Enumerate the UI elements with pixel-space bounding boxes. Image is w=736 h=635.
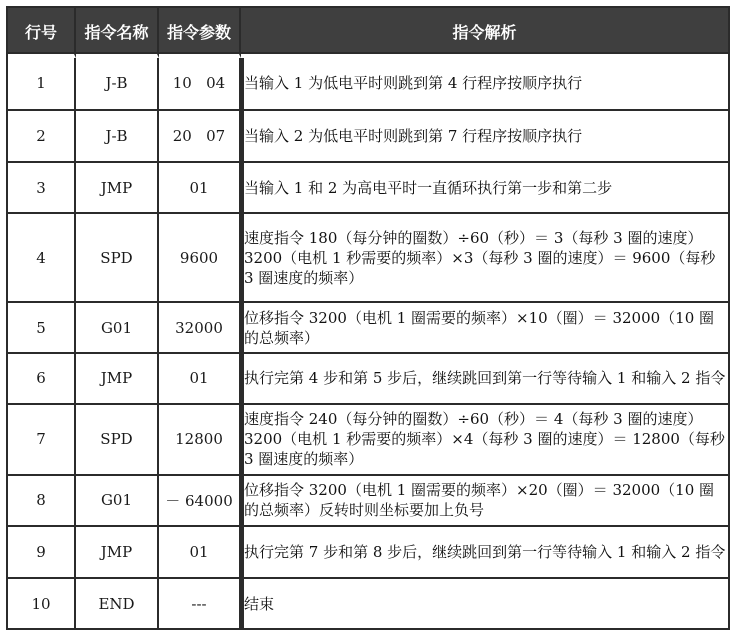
header-command-param: 指令参数 [159,8,241,58]
cell-command-param: 10 04 [159,58,241,111]
cell-command-name: JMP [76,163,159,214]
cell-command-desc: 执行完第 4 步和第 5 步后，继续跳回到第一行等待输入 1 和输入 2 指令 [241,354,728,405]
cell-line-number: 5 [8,303,76,354]
table-row [8,58,728,111]
table-row [8,527,728,580]
cell-command-desc: 当输入 1 为低电平时则跳到第 4 行程序按顺序执行 [241,58,728,111]
table-row [8,214,728,303]
cell-command-name: G01 [76,476,159,527]
cell-command-desc: 当输入 2 为低电平时则跳到第 7 行程序按顺序执行 [241,111,728,164]
cell-command-desc: 当输入 1 和 2 为高电平时一直循环执行第一步和第二步 [241,163,728,214]
cell-command-name: JMP [76,354,159,405]
cell-line-number: 9 [8,527,76,580]
header-line-number: 行号 [8,8,76,58]
header-command-desc: 指令解析 [241,8,728,58]
cell-line-number: 6 [8,354,76,405]
cell-command-desc: 速度指令 180（每分钟的圈数）÷60（秒）＝ 3（每秒 3 圈的速度）3200（电机 1 秒需要的频率）×3（每秒 3 圈的速度）＝ 9600（每秒 3 圈速度的频率） [241,214,728,303]
cell-command-param: 20 07 [159,111,241,164]
header-command-name: 指令名称 [76,8,159,58]
table-row [8,163,728,214]
cell-command-name: SPD [76,405,159,476]
table-row [8,111,728,164]
cell-command-param: 01 [159,527,241,580]
cell-line-number: 7 [8,405,76,476]
cell-command-param: 32000 [159,303,241,354]
cell-command-name: END [76,579,159,628]
cell-command-param: 9600 [159,214,241,303]
cell-command-name: JMP [76,527,159,580]
cell-line-number: 10 [8,579,76,628]
cell-command-desc: 结束 [241,579,728,628]
cell-command-name: J-B [76,58,159,111]
command-table-container [6,6,730,630]
cell-command-name: J-B [76,111,159,164]
cell-command-desc: 位移指令 3200（电机 1 圈需要的频率）×10（圈）＝ 32000（10 圈的总频率） [241,303,728,354]
table-row [8,476,728,527]
command-table [8,8,728,628]
cell-command-desc: 位移指令 3200（电机 1 圈需要的频率）×20（圈）＝ 32000（10 圈的总频率）反转时则坐标要加上负号 [241,476,728,527]
cell-command-desc: 速度指令 240（每分钟的圈数）÷60（秒）＝ 4（每秒 3 圈的速度）3200（电机 1 秒需要的频率）×4（每秒 3 圈的速度）＝ 12800（每秒 3 圈速度的频率） [241,405,728,476]
cell-command-param: 01 [159,354,241,405]
table-row [8,303,728,354]
cell-line-number: 4 [8,214,76,303]
table-row [8,354,728,405]
cell-command-param: 12800 [159,405,241,476]
cell-line-number: 3 [8,163,76,214]
table-header-row [8,8,728,58]
cell-command-param: --- [159,579,241,628]
cell-command-desc: 执行完第 7 步和第 8 步后，继续跳回到第一行等待输入 1 和输入 2 指令 [241,527,728,580]
table-row [8,405,728,476]
cell-line-number: 1 [8,58,76,111]
table-row [8,579,728,628]
cell-command-param: － 64000 [159,476,241,527]
cell-line-number: 2 [8,111,76,164]
cell-command-param: 01 [159,163,241,214]
cell-command-name: SPD [76,214,159,303]
cell-command-name: G01 [76,303,159,354]
cell-line-number: 8 [8,476,76,527]
